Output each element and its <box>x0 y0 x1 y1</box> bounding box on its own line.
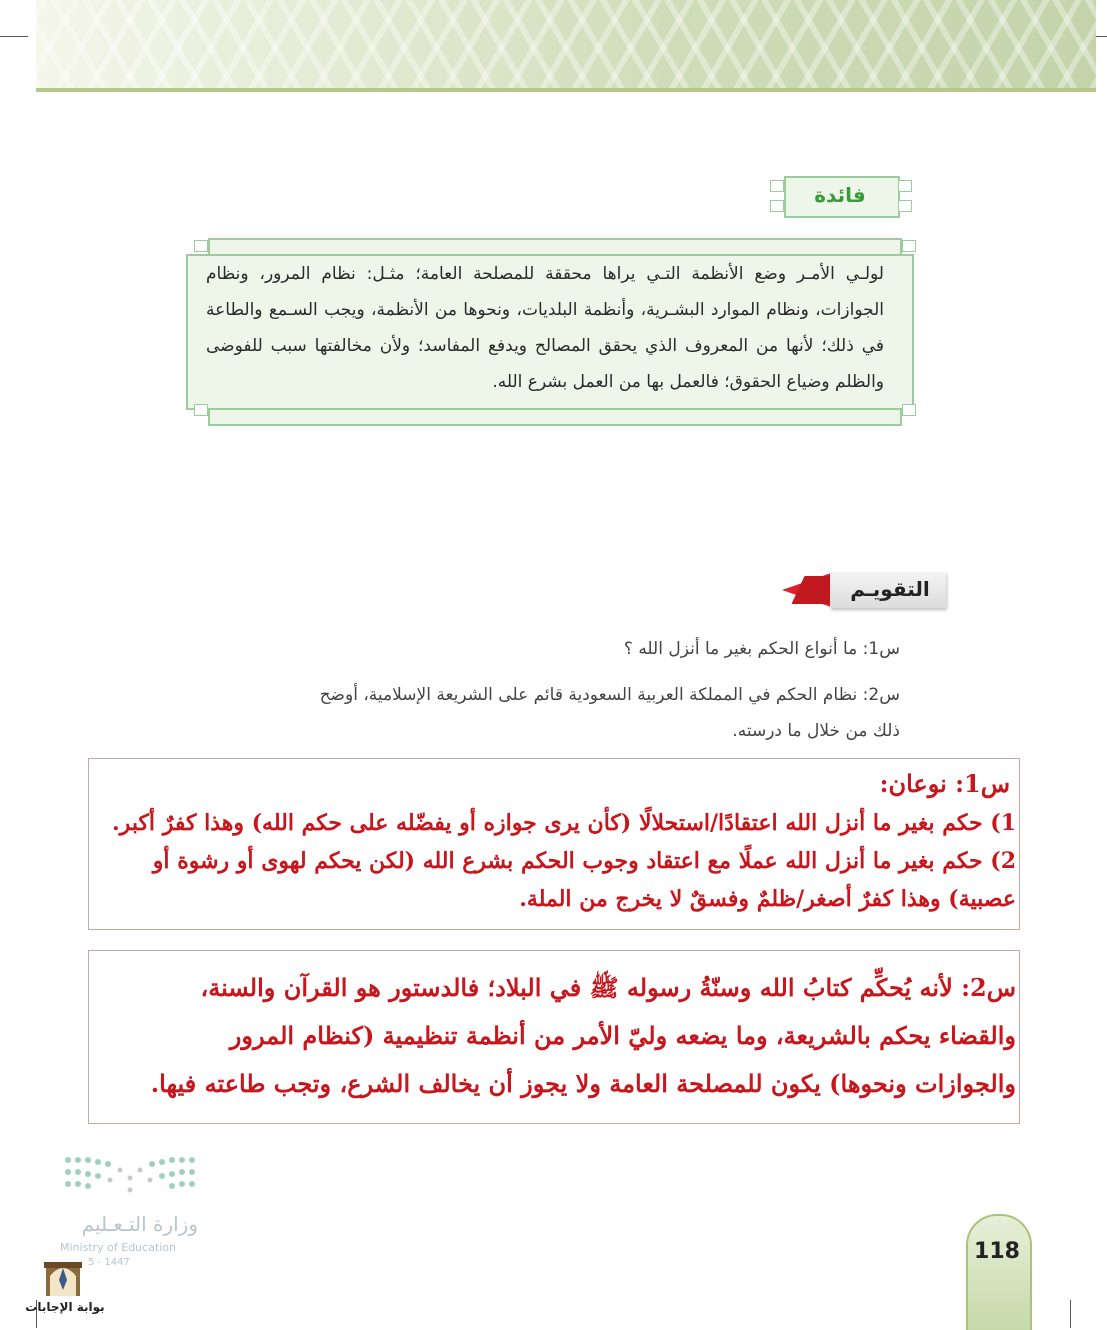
answer-1-line-3: عصبية) وهذا كفرٌ أصغر/ظلمٌ وفسقٌ لا يخرج من الملة. <box>519 886 1016 912</box>
ministry-name-arabic: وزارة التـعـليم <box>81 1212 198 1236</box>
ministry-name-english: Ministry of Education <box>60 1241 177 1254</box>
header-banner <box>36 0 1096 92</box>
bracket-ornament <box>898 180 912 192</box>
question-2-line-1: س2: نظام الحكم في المملكة العربية السعودية قائم على الشريعة الإسلامية، أوضح <box>319 685 900 705</box>
answer-1-heading: س1: نوعان: <box>879 769 1010 798</box>
question-2-line-2: ذلك من خلال ما درسته. <box>732 721 900 741</box>
ministry-logo-icon <box>62 1152 198 1200</box>
page-number-tab <box>966 1214 1032 1330</box>
bracket-ornament <box>770 180 784 192</box>
answer-1-line-1: 1) حكم بغير ما أنزل الله اعتقادًا/استحلالًا (كأن يرى جوازه أو يفضّله على حكم الله) وهذا كفرٌ أكبر. <box>112 810 1016 836</box>
answer-1-line-2: 2) حكم بغير ما أنزل الله عملًا مع اعتقاد وجوب الحكم بشرع الله (لكن يحكم لهوى أو رشوة أو <box>152 848 1016 874</box>
page-number: 118 <box>974 1239 1020 1264</box>
bracket-ornament <box>902 240 916 252</box>
crop-mark <box>0 36 28 37</box>
crop-mark <box>1070 1300 1071 1328</box>
faida-text: لولـي الأمـر وضع الأنظمة التـي يراها محققة للمصلحة العامة؛ مثـل: نظام المرور، ونظام الجوازات، ونظام الموارد البشـرية، وأنظمة البلديات، ونحوها من الأنظمة، ويجب السـمع والطاعة في ذلك؛ لأنها من المعروف الذي يحقق المصالح ويدفع المفاسد؛ ولأن مخالفتها سبب للفوضى والظلم وضياع الحقوق؛ فالعمل بها من العمل بشرع الله. <box>206 264 884 392</box>
bracket-ornament <box>902 404 916 416</box>
bracket-ornament <box>770 200 784 212</box>
faida-title: فائدة <box>814 183 866 207</box>
bracket-ornament <box>194 240 208 252</box>
answer-2-line-1: س2: لأنه يُحكِّم كتابُ الله وسنّةُ رسوله ﷺ في البلاد؛ فالدستور هو القرآن والسنة، <box>200 973 1016 1002</box>
eval-title: التقويـم <box>850 577 930 601</box>
answer-2-line-3: والجوازات ونحوها) يكون للمصلحة العامة ولا يجوز أن يخالف الشرع، وتجب طاعته فيها. <box>150 1069 1016 1098</box>
answers-gate-label: بوابة الإجابات <box>25 1300 105 1314</box>
ministry-year: 5 - 1447 <box>88 1257 130 1268</box>
answer-2-line-2: والقضاء يحكم بالشريعة، وما يضعه وليّ الأمر من أنظمة تنظيمية (كنظام المرور <box>229 1021 1016 1050</box>
question-1: س1: ما أنواع الحكم بغير ما أنزل الله ؟ <box>623 639 900 659</box>
answers-gate-icon <box>40 1256 86 1296</box>
bracket-ornament <box>898 200 912 212</box>
